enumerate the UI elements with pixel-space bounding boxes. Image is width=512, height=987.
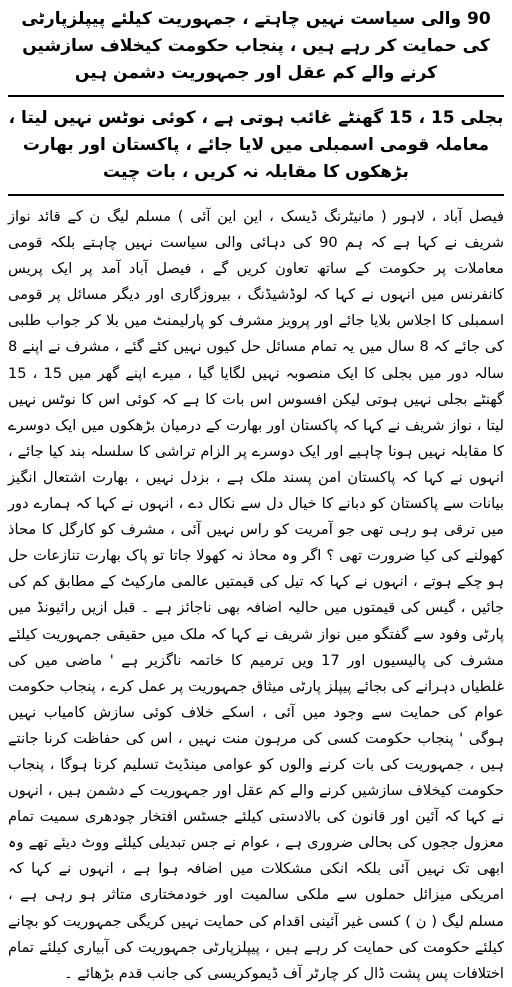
article-body: فیصل آباد ، لاہور ( مانیٹرنگ ڈیسک ، این این آئی ) مسلم لیگ ن کے قائد نواز شریف نے کہا ہے کہ ہم 90 کی دہائی والی سیاست نہیں چاہتے بلکہ قومی معاملات پر حکومت کے ساتھ تعاون کریں گے ، فیصل آباد آمد پر ایک پریس کانفرنس میں انہوں نے کہا کہ لوڈشیڈنگ ، بیروزگاری اور دیگر مسائل پر قومی اسمبلی کا اجلاس بلایا جائے اور پرویز مشرف کو پارلیمنٹ میں بلا کر جواب طلبی کی جائے کہ 8 سال میں یہ تمام مسائل حل کیوں نہیں کئے گئے ، مشرف نے اپنے 8 سالہ دور میں بجلی کا ایک منصوبہ نہیں لگایا گیا ، میرے اپنے گھر میں 15 ، 15 گھنٹے بجلی نہیں ہوتی لیکن افسوس اس بات کا ہے کہ کوئی اس کا نوٹس نہیں لیتا ، نواز شریف نے کہا کہ پاکستان اور بھارت کے درمیان بڑھکوں میں ایک دوسرے کا مقابلہ نہیں ہونا چاہیے اور ایک دوسرے پر الزام تراشی کا سلسلہ بند کیا جائے ، انہوں نے کہا کہ پاکستان امن پسند ملک ہے ، بزدل نہیں ، بھارت اشتعال انگیز بیانات سے پاکستان کو دبانے کا خیال دل سے نکال دے ، انہوں نے کہا کہ ہمارے دور میں ترقی ہو رہی تھی جو آمریت کو راس نہیں آئی ، مشرف کو کارگل کا محاذ کھولنے کی کیا ضرورت تھی ؟ اگر وہ محاذ نہ کھولا جاتا تو پاک بھارت تنازعات حل ہو چکے ہوتے ، انہوں نے کہا کہ تیل کی قیمتیں عالمی مارکیٹ کے مطابق کم کی جائیں ، گیس کی قیمتوں میں حالیہ اضافہ بھی ناجائز ہے ۔ قبل ازیں رائیونڈ میں پارٹی وفود سے گفتگو میں نواز شریف نے کہا کہ ملک میں حقیقی جمہوریت کیلئے مشرف کی پالیسیوں اور 17 ویں ترمیم کا خاتمہ ناگزیر ہے ' ماضی میں کی غلطیاں دہرانے کی بجائے پیپلز پارٹی میثاق جمہوریت پر عمل کرے ، پنجاب حکومت عوام کی حمایت سے وجود میں آئی ، اسکے خلاف کوئی سازش کامیاب نہیں ہوگی ' پنجاب حکومت کسی کی مرہون منت نہیں ، اس کی حفاظت کرنا جانتے ہیں ، جمہوریت کی بات کرنے والوں کو عوامی مینڈیٹ تسلیم کرنا ہوگا ، پنجاب حکومت کیخلاف سازشیں کرنے والے کم عقل اور جمہوریت کے دشمن ہیں ، انہوں نے کہا کہ آئین اور قانون کی بالادستی کیلئے جسٹس افتخار چودھری سمیت تمام معزول ججوں کی بحالی ضروری ہے ، عوام نے جس تبدیلی کیلئے ووٹ دیئے تھے وہ ابھی تک نہیں آئی بلکہ انکی مشکلات میں اضافہ ہوا ہے ، انہوں نے کہا کہ امریکی میزائل حملوں سے ملکی سالمیت اور خودمختاری متاثر ہو رہی ہے ، مسلم لیگ ( ن ) کسی غیر آئینی اقدام کی حمایت نہیں کریگی جمہوریت کو بچانے کیلئے حکومت کی حمایت کر رہے ہیں ، پیپلزپارٹی جمہوریت کی آبیاری کیلئے تمام اختلافات پس پشت ڈال کر چارٹر آف ڈیموکریسی کی جانب قدم بڑھائے ۔: [8, 208, 504, 982]
subheadline-divider: [8, 194, 504, 196]
subheadline: بجلی 15 ، 15 گھنٹے غائب ہوتی ہے ، کوئی نوٹس نہیں لیتا ، معاملہ قومی اسمبلی میں لایا جائے ، پاکستان اور بھارت بڑھکوں کا مقابلہ نہ کریں ، بات چیت: [8, 108, 504, 182]
headline: 90 والی سیاست نہیں چاہتے ، جمہوریت کیلئے پیپلزپارٹی کی حمایت کر رہے ہیں ، پنجاب حکومت کیخلاف سازشیں کرنے والے کم عقل اور جمہوریت دشمن ہیں: [21, 9, 491, 83]
headline-divider: [8, 95, 504, 97]
